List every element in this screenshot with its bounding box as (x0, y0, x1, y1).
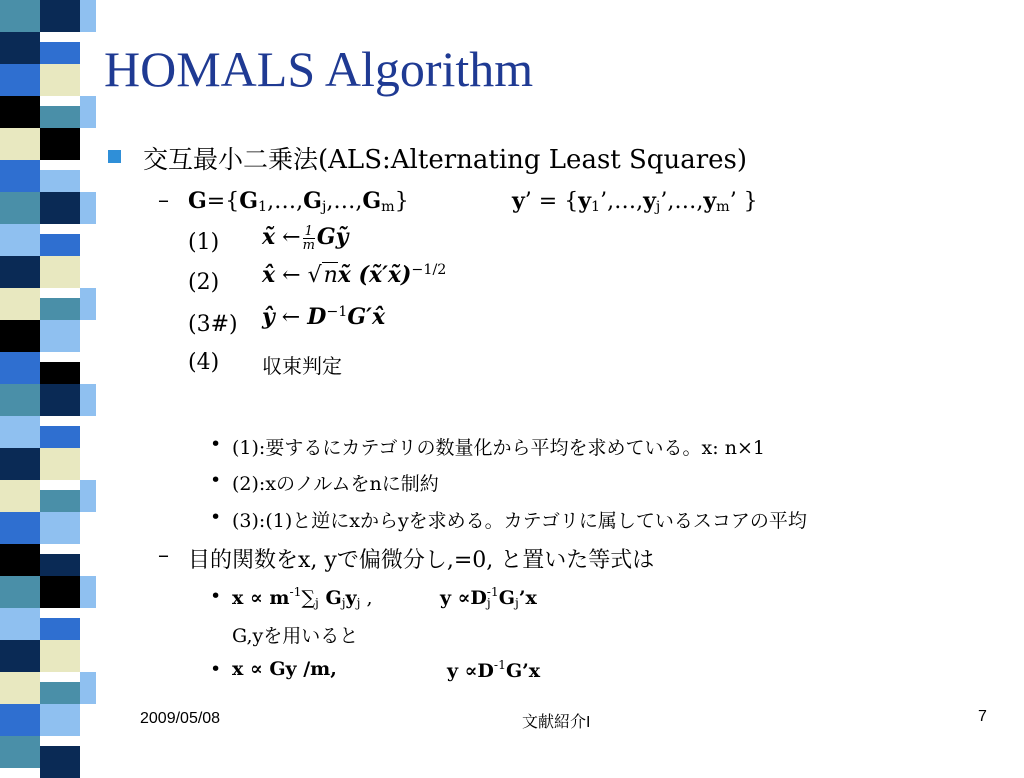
strip-block (40, 746, 80, 778)
dot-bullet-icon: • (210, 585, 222, 607)
note-2: (2):xのノルムをnに制約 (232, 473, 439, 495)
strip-block (0, 704, 40, 736)
strip-block (0, 736, 40, 768)
strip-block (80, 416, 96, 448)
strip-block (40, 128, 80, 160)
footer-title: 文献紹介I (522, 714, 591, 731)
eq1-gsub: j (341, 596, 346, 610)
y-mid1: ’,…, (600, 189, 644, 214)
step-3-label: (3#) (188, 312, 238, 337)
main-bullet-text (143, 140, 747, 176)
strip-block (0, 672, 40, 704)
eq1-rsub: j (486, 596, 491, 610)
y-set-definition (512, 188, 758, 215)
g-eq: ={ (206, 189, 240, 214)
step-1-arrow: ← (282, 225, 301, 250)
strip-block (0, 448, 40, 480)
eq1-lhs: x ∝ m (232, 587, 290, 609)
step-1-label: (1) (188, 230, 220, 255)
strip-block (80, 32, 96, 64)
strip-block (40, 640, 80, 672)
strip-block (80, 128, 96, 160)
strip-block (80, 448, 96, 480)
strip-block (80, 480, 96, 512)
equation-1-right (440, 585, 537, 610)
dot-bullet-icon: • (210, 469, 222, 491)
strip-block (40, 512, 80, 544)
strip-block (80, 224, 96, 256)
g1-sub: 1 (258, 199, 268, 215)
yj: y (643, 188, 656, 214)
eq2-rsup: -1 (493, 658, 506, 672)
strip-block (80, 320, 96, 352)
frac-den: m (302, 237, 315, 253)
strip-block (40, 704, 80, 736)
strip-block (0, 416, 40, 448)
strip-block (40, 192, 80, 224)
square-bullet-icon (108, 150, 121, 163)
step-3-exp: −1 (326, 304, 348, 320)
step-1-lhs: x̃ (262, 224, 276, 250)
eq1-sup: -1 (289, 585, 302, 599)
step-4-label: (4) (188, 350, 220, 375)
g-mid2: ,…, (326, 189, 363, 214)
strip-block (0, 64, 40, 96)
y-mid2: ’,…, (660, 189, 704, 214)
gm-sub: m (381, 199, 395, 215)
eq1-ysub: j (356, 596, 361, 610)
strip-block (0, 128, 40, 160)
equation-1-left (232, 585, 373, 610)
strip-block (0, 480, 40, 512)
dash-bullet-icon: – (158, 188, 169, 213)
eq1-y: y (345, 587, 357, 609)
gj: G (303, 188, 322, 214)
strip-block (80, 192, 96, 224)
strip-block (0, 192, 40, 224)
step-2-lhs: x̂ (262, 262, 276, 288)
strip-block (40, 256, 80, 288)
strip-block (40, 384, 80, 416)
g-close: } (394, 189, 409, 214)
strip-block (80, 576, 96, 608)
sqrt-sign: √ (307, 263, 322, 288)
strip-block (80, 384, 96, 416)
strip-block (80, 0, 96, 32)
strip-block (40, 576, 80, 608)
step-3-formula (262, 304, 385, 330)
note-1: (1):要するにカテゴリの数量化から平均を求めている。x: n×1 (232, 437, 765, 459)
step-2-rhs: x̃ (x̃′x̃) (337, 262, 412, 288)
step-3-lhs: ŷ (262, 304, 275, 330)
step-3-d: D (307, 304, 327, 330)
strip-block (0, 256, 40, 288)
strip-block (80, 288, 96, 320)
strip-block (0, 512, 40, 544)
step-2-exp: −1/2 (411, 262, 447, 278)
set-definition-line (188, 188, 409, 215)
main-bullet-jp: 交互最小二乗法 (143, 145, 319, 174)
step-2-label: (2) (188, 270, 220, 295)
y1: y (578, 188, 592, 214)
g-mid1: ,…, (267, 189, 304, 214)
step-1-fraction (303, 225, 315, 252)
footer-date: 2009/05/08 (140, 710, 221, 727)
strip-block (40, 320, 80, 352)
gj-sub: j (321, 199, 327, 215)
step-3-rhs: G′x̂ (347, 304, 386, 330)
strip-block (0, 352, 40, 384)
g-symbol: G (188, 188, 207, 214)
eq1-g: G (318, 587, 342, 609)
equation-2-left: x ∝ Gy /m, (232, 658, 337, 680)
y-symbol: y (512, 188, 525, 214)
strip-block (80, 608, 96, 640)
ym: y (703, 188, 717, 214)
eq1-end: , (360, 587, 373, 609)
step-2-arrow: ← (282, 263, 301, 288)
objective-derivative-text: 目的関数をx, yで偏微分し,=0, と置いた等式は (188, 548, 655, 573)
eq2-rend: G’x (505, 660, 541, 682)
decorative-side-strip (0, 0, 96, 768)
strip-block (0, 224, 40, 256)
y-eq: ’ = { (524, 189, 579, 214)
dot-bullet-icon: • (210, 506, 222, 528)
sum-symbol: ∑ (301, 587, 316, 609)
dash-bullet-icon: – (158, 543, 169, 568)
step-2-sqrt: n (323, 263, 338, 288)
step-1-rhs: Gỹ (316, 224, 349, 250)
sum-sub: j (315, 596, 319, 610)
strip-block (80, 256, 96, 288)
g1: G (239, 188, 259, 214)
eq1-rg: G (498, 587, 515, 609)
eq1-rsup: -1 (486, 585, 499, 599)
strip-block (40, 448, 80, 480)
dot-bullet-icon: • (210, 433, 222, 455)
strip-block (0, 544, 40, 576)
y-close: ’ } (729, 189, 758, 214)
step-4-text: 収束判定 (262, 354, 342, 378)
strip-block (80, 736, 96, 768)
strip-block (80, 704, 96, 736)
strip-block (0, 0, 40, 32)
note-3: (3):(1)と逆にxからyを求める。カテゴリに属しているスコアの平均 (232, 510, 807, 532)
y1-sub: 1 (591, 199, 601, 215)
eq2-rhs: y ∝D (447, 660, 494, 682)
strip-block (0, 160, 40, 192)
eq1-rend: ’x (518, 587, 537, 609)
page-number: 7 (978, 708, 987, 725)
strip-block (80, 352, 96, 384)
frac-num: 1 (303, 225, 315, 239)
strip-block (0, 640, 40, 672)
strip-block (40, 64, 80, 96)
eq1-cont: G,yを用いると (232, 625, 359, 647)
strip-block (0, 288, 40, 320)
step-2-formula (262, 262, 446, 288)
strip-block (0, 96, 40, 128)
equation-1-continuation (232, 621, 358, 648)
strip-block (0, 32, 40, 64)
strip-block (0, 384, 40, 416)
strip-block (0, 320, 40, 352)
strip-block (80, 64, 96, 96)
strip-block (80, 544, 96, 576)
dot-bullet-icon: • (210, 658, 222, 680)
slide-title: HOMALS Algorithm (104, 41, 534, 97)
step-3-arrow: ← (281, 305, 301, 330)
strip-block (0, 576, 40, 608)
step-1-formula (262, 224, 348, 252)
strip-block (80, 672, 96, 704)
strip-block (80, 96, 96, 128)
strip-block (80, 512, 96, 544)
main-bullet-en: (ALS:Alternating Least Squares) (318, 145, 748, 175)
gm: G (362, 188, 382, 214)
strip-block (80, 640, 96, 672)
equation-2-right (447, 658, 540, 682)
eq1-rhs: y ∝D (440, 587, 487, 609)
yj-sub: j (655, 199, 661, 215)
strip-block (0, 608, 40, 640)
eq1-rgsub: j (515, 596, 519, 610)
strip-block (40, 0, 80, 32)
strip-block (80, 160, 96, 192)
ym-sub: m (716, 199, 730, 215)
